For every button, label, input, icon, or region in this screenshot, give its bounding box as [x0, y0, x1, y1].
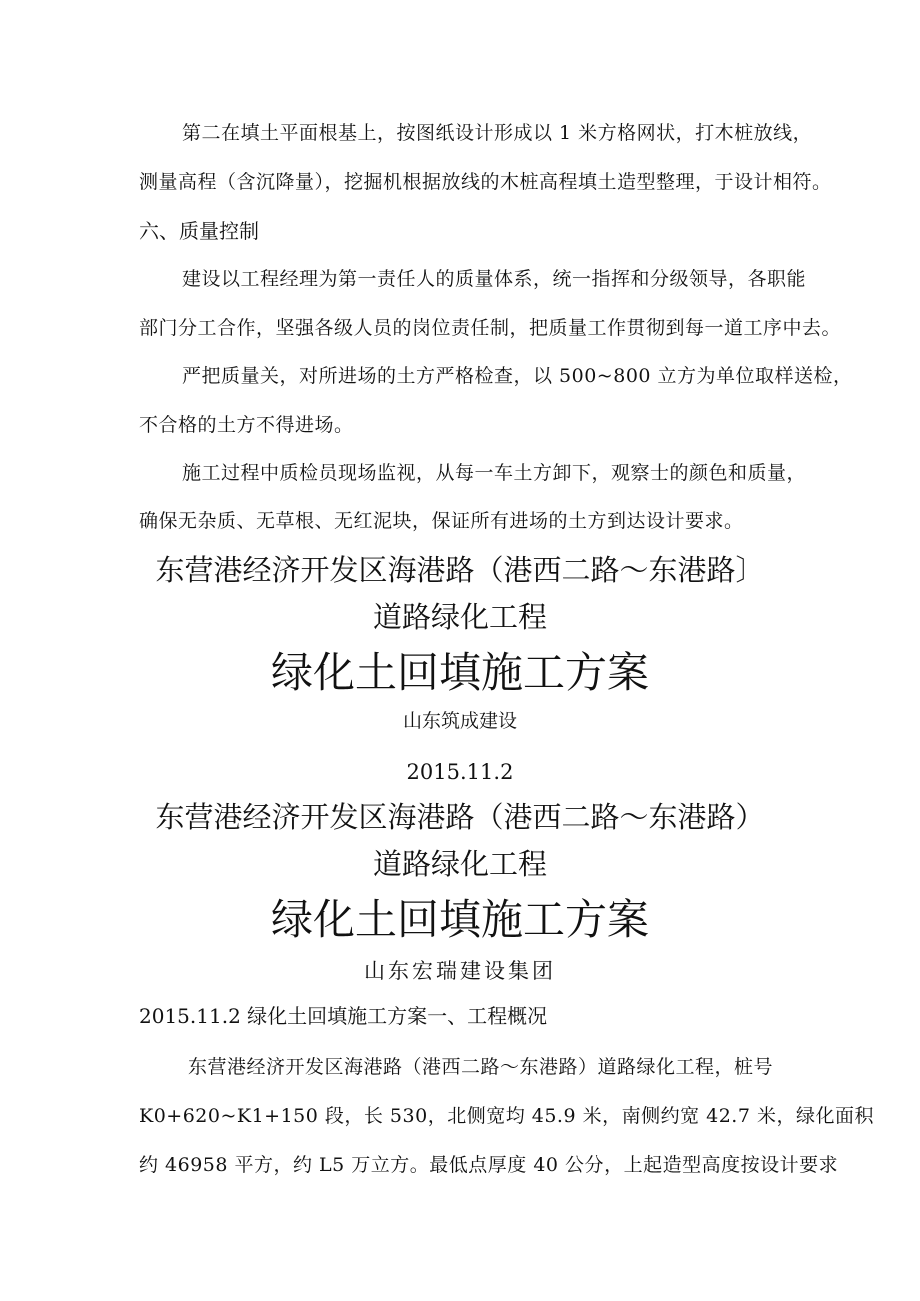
paragraph-line: 确保无杂质、无草根、无红泥块，保证所有进场的土方到达设计要求。 — [139, 510, 744, 532]
paragraph-line: 东营港经济开发区海港路（港西二路～东港路）道路绿化工程，桩号 — [188, 1056, 774, 1078]
cover-title-line: 道路绿化工程 — [372, 847, 547, 881]
cover-title-line: 道路绿化工程 — [372, 600, 547, 634]
paragraph-line: 测量高程（含沉降量），挖掘机根据放线的木桩高程填土造型整理，于设计相符。 — [139, 171, 832, 193]
paragraph-line: 约 46958 平方，约 L5 万立方。最低点厚度 40 公分，上起造型高度按设计要求 — [139, 1154, 839, 1176]
cover-organization: 山东筑成建设 — [402, 710, 517, 732]
cover-main-title: 绿化土回填施工方案 — [270, 895, 649, 944]
cover-title-line: 东营港经济开发区海港路（港西二路～东港路〕 — [155, 553, 765, 587]
paragraph-line: 严把质量关，对所进场的土方严格检查，以 500~800 立方为单位取样送检， — [182, 365, 853, 387]
cover-title-line: 东营港经济开发区海港路（港西二路～东港路） — [155, 800, 765, 834]
cover-main-title: 绿化土回填施工方案 — [270, 648, 649, 697]
paragraph-line: 施工过程中质检员现场监视，从每一车土方卸下，观察士的颜色和质量， — [182, 462, 807, 484]
section-heading: 2015.11.2 绿化土回填施工方案一、工程概况 — [139, 1004, 548, 1028]
cover-organization: 山东宏瑞建设集团 — [364, 959, 556, 983]
paragraph-line: 不合格的土方不得进场。 — [139, 414, 354, 436]
paragraph-line: 第二在填土平面根基上，按图纸设计形成以 1 米方格网状，打木桩放线， — [182, 122, 813, 144]
paragraph-line: 建设以工程经理为第一责任人的质量体系，统一指挥和分级领导，各职能 — [182, 268, 807, 290]
paragraph-line: 部门分工合作，坚强各级人员的岗位责任制，把质量工作贯彻到每一道工序中去。 — [139, 317, 842, 339]
cover-date: 2015.11.2 — [406, 760, 514, 784]
paragraph-line: K0+620~K1+150 段，长 530，北侧宽均 45.9 米，南侧约宽 42.7 米，绿化面积 — [139, 1105, 874, 1127]
section-heading: 六、质量控制 — [139, 219, 259, 243]
